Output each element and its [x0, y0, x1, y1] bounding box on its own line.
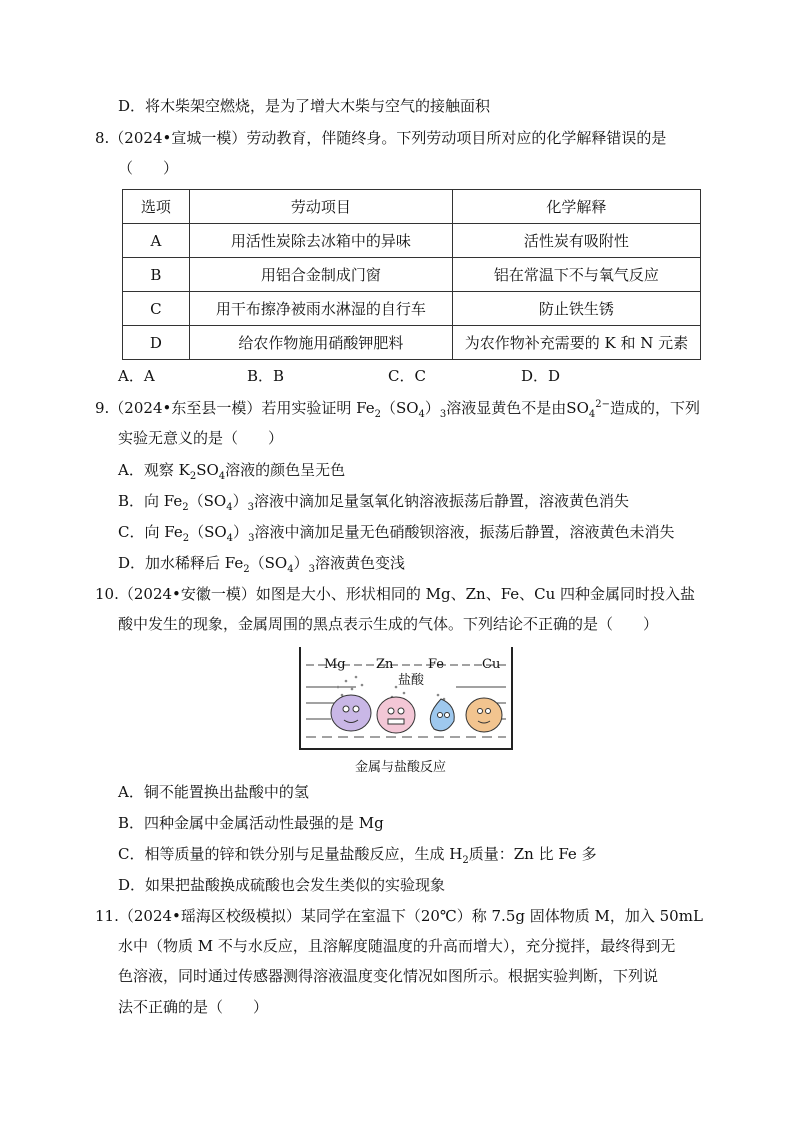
- option-b: B．向 $Fe_2(SO_4)_3$溶液中滴加足量氢氧化钠溶液振荡后静置，溶液黄色消失: [118, 492, 629, 513]
- metal-label-fe: Fe: [428, 657, 445, 672]
- option-b: B．B: [247, 367, 285, 385]
- question-8-paren: （ ）: [118, 159, 179, 177]
- option-d: D．如果把盐酸换成硫酸也会发生类似的实验现象: [118, 876, 446, 894]
- table-cell: 防止铁生锈: [452, 292, 700, 326]
- table-cell: 用干布擦净被雨水淋湿的自行车: [189, 292, 452, 326]
- table-cell: 给农作物施用硝酸钾肥料: [189, 326, 452, 360]
- question-11-line2: 水中（物质 M 不与水反应，且溶解度随温度的升高而增大），充分搅拌，最终得到无: [118, 937, 676, 955]
- table-cell: 为农作物补充需要的 K 和 N 元素: [452, 326, 700, 360]
- question-9-stem: 9.（2024•东至县一模）若用实验证明 $Fe_2(SO_4)_3$溶液显黄色不是由$SO_4^{2-}$造成的，下列: [95, 399, 701, 420]
- question-9-line2: 实验无意义的是（ ）: [118, 429, 284, 447]
- table-header-row: [123, 190, 701, 224]
- option-b: B．四种金属中金属活动性最强的是 Mg: [118, 814, 384, 832]
- table-header-cell: 选项: [123, 190, 190, 224]
- question-10-stem: 10.（2024•安徽一模）如图是大小、形状相同的 Mg、Zn、Fe、Cu 四种金属同时投入盐: [95, 585, 696, 603]
- option-d: D．D: [521, 367, 561, 385]
- option-a: A．A: [118, 367, 155, 385]
- question-8-stem: 8.（2024•宣城一模）劳动教育，伴随终身。下列劳动项目所对应的化学解释错误的是: [95, 129, 667, 147]
- option-a: A．铜不能置换出盐酸中的氢: [118, 783, 309, 801]
- table-row: [123, 224, 701, 258]
- table-cell: 活性炭有吸附性: [452, 224, 700, 258]
- table-header-cell: 化学解释: [452, 190, 700, 224]
- figure-caption: 金属与盐酸反应: [355, 760, 447, 775]
- metal-label-zn: Zn: [376, 657, 394, 672]
- question-11-stem: 11.（2024•瑶海区校级模拟）某同学在室温下（20℃）称 7.5g 固体物质 M，加入 50mL: [95, 907, 703, 925]
- question-11-line3: 色溶液，同时通过传感器测得溶液温度变化情况如图所示。根据实验判断，下列说: [118, 967, 659, 985]
- option-c: C．C: [388, 367, 426, 385]
- table-row: [123, 326, 701, 360]
- table-cell: C: [123, 292, 190, 326]
- table-cell: 用活性炭除去冰箱中的异味: [189, 224, 452, 258]
- option-a: A．观察 $K_2SO_4$溶液的颜色呈无色: [118, 461, 346, 482]
- table-cell: B: [123, 258, 190, 292]
- table-cell: 用铝合金制成门窗: [189, 258, 452, 292]
- option-d-previous: D．将木柴架空燃烧，是为了增大木柴与空气的接触面积: [118, 97, 491, 115]
- table-cell: 铝在常温下不与氧气反应: [452, 258, 700, 292]
- metal-label-cu: Cu: [482, 657, 501, 672]
- question-8-table: [122, 189, 701, 360]
- table-row: [123, 258, 701, 292]
- option-c: C．相等质量的锌和铁分别与足量盐酸反应，生成 $H_2$质量：Zn 比 Fe 多: [118, 845, 597, 866]
- question-11-line4: 法不正确的是（ ）: [118, 998, 269, 1016]
- question-10-line2: 酸中发生的现象，金属周围的黑点表示生成的气体。下列结论不正确的是（ ）: [118, 615, 659, 633]
- acid-label: 盐酸: [398, 673, 425, 688]
- table-row: [123, 292, 701, 326]
- metal-acid-figure: [296, 645, 516, 753]
- table-header-cell: 劳动项目: [189, 190, 452, 224]
- metal-label-mg: Mg: [324, 657, 346, 672]
- table-cell: A: [123, 224, 190, 258]
- table-cell: D: [123, 326, 190, 360]
- option-d: D．加水稀释后 $Fe_2(SO_4)_3$溶液黄色变浅: [118, 554, 405, 575]
- option-c: C．向 $Fe_2(SO_4)_3$溶液中滴加足量无色硝酸钡溶液，振荡后静置，溶液黄色未消失: [118, 523, 675, 544]
